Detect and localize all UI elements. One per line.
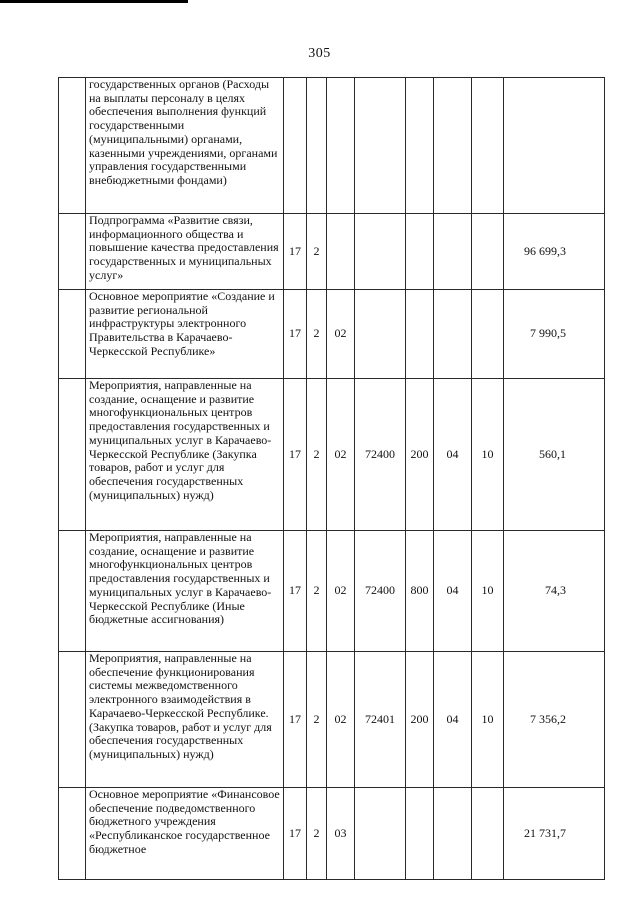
cell-name: Подпрограмма «Развитие связи, информационного общества и повышение качества предоставления государственных и муниципальных услуг» [86,214,284,290]
cell-om: 02 [327,290,355,379]
cell-vr [406,290,434,379]
table-row [59,788,605,880]
cell-pr: 10 [472,379,504,531]
cell-sum: 96 699,3 [504,214,605,290]
cell-dir: 72400 [355,531,406,652]
cell-pp: 2 [307,788,327,880]
table-row [59,379,605,531]
cell-pr [472,290,504,379]
cell-om: 02 [327,379,355,531]
blank-cell [59,531,86,652]
cell-gp: 17 [284,290,307,379]
cell-pr: 10 [472,652,504,788]
cell-gp: 17 [284,531,307,652]
blank-cell [59,290,86,379]
cell-sum: 7 356,2 [504,652,605,788]
cell-name: Мероприятия, направленные на обеспечение функционирования системы межведомственного электронного взаимодействия в Карачаево-Черкесской Республике. (Закупка товаров, работ и услуг для обеспечения государственных (муниципальных) нужд) [86,652,284,788]
cell-rz: 04 [434,531,472,652]
blank-cell [59,652,86,788]
cell-om [327,214,355,290]
cell-gp: 17 [284,379,307,531]
page-number: 305 [308,46,331,61]
cell-name: Мероприятия, направленные на создание, оснащение и развитие многофункциональных центров предоставления государственных и муниципальных услуг в Карачаево-Черкесской Республике (Закупка товаров, работ и услуг для обеспечения государственных (муниципальных) нужд) [86,379,284,531]
cell-vr [406,788,434,880]
blank-cell [59,214,86,290]
cell-rz [434,214,472,290]
cell-sum: 21 731,7 [504,788,605,880]
cell-vr: 200 [406,379,434,531]
cell-pr [472,78,504,214]
cell-om: 03 [327,788,355,880]
top-rule [0,0,188,3]
cell-pr [472,214,504,290]
cell-rz: 04 [434,652,472,788]
table-row [59,78,605,214]
cell-dir [355,214,406,290]
cell-gp [284,78,307,214]
cell-sum [504,78,605,214]
cell-name: Мероприятия, направленные на создание, оснащение и развитие многофункциональных центров предоставления государственных и муниципальных услуг в Карачаево-Черкесской Республике (Иные бюджетные ассигнования) [86,531,284,652]
cell-dir: 72401 [355,652,406,788]
cell-name: государственных органов (Расходы на выплаты персоналу в целях обеспечения выполнения функций государственными (муниципальными) органами, казенными учреждениями, органами управления государственными внебюджетными фондами) [86,78,284,214]
blank-cell [59,78,86,214]
cell-om: 02 [327,531,355,652]
cell-sum: 7 990,5 [504,290,605,379]
cell-dir: 72400 [355,379,406,531]
cell-pr [472,788,504,880]
cell-vr: 800 [406,531,434,652]
cell-name: Основное мероприятие «Финансовое обеспечение подведомственного бюджетного учреждения «Республиканское государственное бюджетное [86,788,284,880]
cell-pp: 2 [307,214,327,290]
cell-om [327,78,355,214]
cell-gp: 17 [284,214,307,290]
budget-table [58,77,605,880]
blank-cell [59,788,86,880]
blank-cell [59,379,86,531]
cell-rz [434,78,472,214]
cell-dir [355,78,406,214]
cell-om: 02 [327,652,355,788]
cell-sum: 74,3 [504,531,605,652]
cell-pp: 2 [307,290,327,379]
cell-vr: 200 [406,652,434,788]
cell-pr: 10 [472,531,504,652]
table-row [59,290,605,379]
table-row [59,652,605,788]
cell-pp: 2 [307,652,327,788]
table-row [59,531,605,652]
cell-dir [355,788,406,880]
cell-dir [355,290,406,379]
cell-pp: 2 [307,379,327,531]
cell-rz [434,290,472,379]
cell-rz: 04 [434,379,472,531]
cell-vr [406,78,434,214]
cell-pp: 2 [307,531,327,652]
cell-name: Основное мероприятие «Создание и развитие региональной инфраструктуры электронного Правительства в Карачаево-Черкесской Республике» [86,290,284,379]
cell-rz [434,788,472,880]
cell-gp: 17 [284,788,307,880]
table-row [59,214,605,290]
cell-gp: 17 [284,652,307,788]
cell-vr [406,214,434,290]
cell-sum: 560,1 [504,379,605,531]
cell-pp [307,78,327,214]
